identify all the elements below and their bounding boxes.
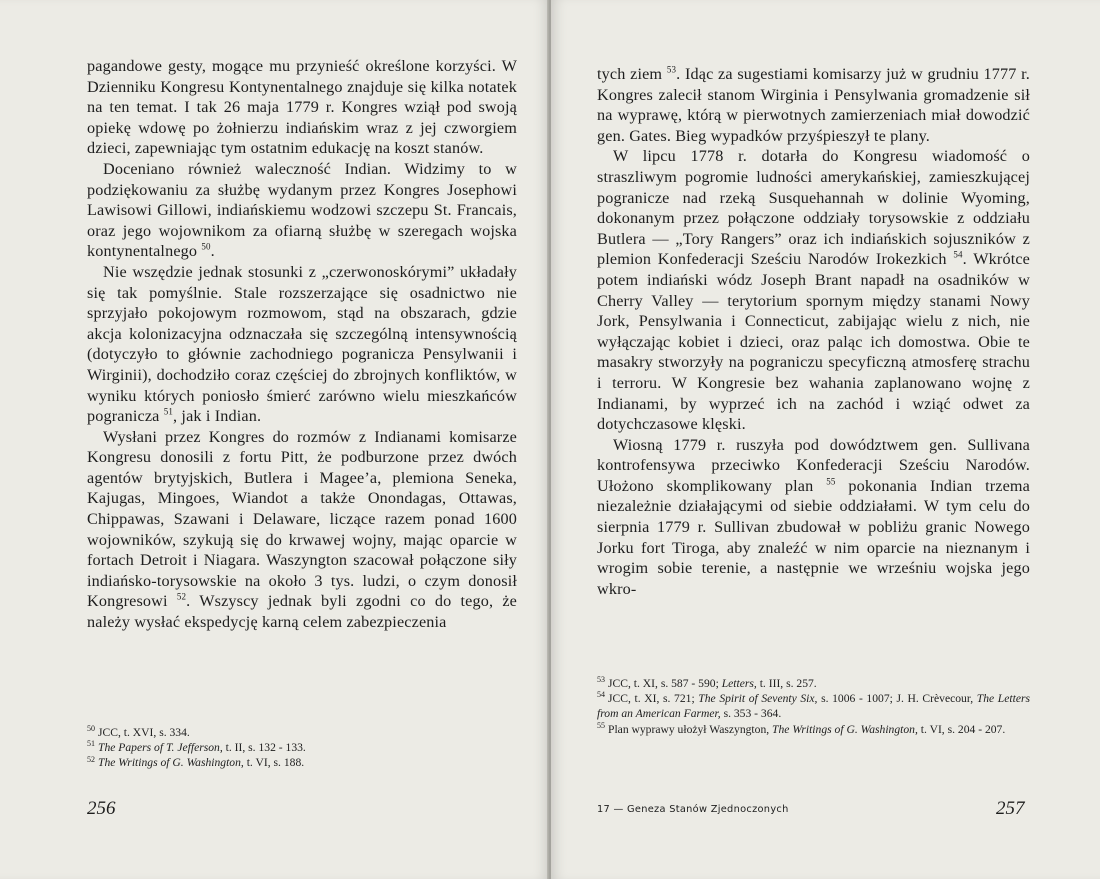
footnote-ref: 51 xyxy=(163,406,174,417)
footnote-ref: 53 xyxy=(666,64,677,75)
paragraph: pagandowe gesty, mogące mu przynieść określone korzyści. W Dzienniku Kongresu Kontynentalnego znajduje się kilka notatek na ten temat. I tak 26 maja 1779 r. Kongres wziął pod swoją opiekę wdowę po żołnierzu indiańskim wraz z jej czworgiem dzieci, zapewniając tym ostatnim edukację na koszt stanów. xyxy=(87,57,517,158)
footnote: $^{52}$ The Writings of G. Washington, t. VI, s. 188. xyxy=(87,754,305,770)
footnote: $^{51}$ The Papers of T. Jefferson, t. II, s. 132 - 133. xyxy=(87,739,306,755)
left-body-text xyxy=(87,56,517,633)
footnote: $^{55}$ Plan wyprawy ułożył Waszyngton, The Writings of G. Washington, t. VI, s. 204 - 207. xyxy=(597,720,1006,736)
footnote-ref: 52 xyxy=(176,592,187,603)
footnote-ref: 54 xyxy=(953,249,963,260)
left-page xyxy=(0,0,549,879)
paragraph: Wysłani przez Kongres do rozmów z Indianami komisarze Kongresu donosili z fortu Pitt, że podburzone przez dwóch agentów brytyjskich, Butlera i Magee’a, plemiona Seneka, Kajugas, Mingoes, Wiandot a także Onondagas, Ottawas, Chippawas, Szawani i Delaware, liczące razem ponad 1600 wojowników, szykują się do krwawej wojny, mając oparcie w fortach Detroit i Niagara. Waszyngton szacował połączone siły indiańsko-torysowskie na około 3 tys. ludzi, o czym donosił Kongresowi $^{52}$. Wszyscy jednak byli zgodni co do tego, że należy wysłać ekspedycję karną celem zabezpieczenia xyxy=(87,427,518,632)
left-footnotes xyxy=(87,725,517,771)
right-footnotes xyxy=(597,676,1030,737)
footnote-ref: 50 xyxy=(201,241,211,252)
right-body-text xyxy=(597,64,1030,599)
right-page xyxy=(551,0,1100,879)
paragraph: Doceniano również waleczność Indian. Widzimy to w podziękowaniu za służbę wydanym przez Kongres Josephowi Lawisowi Gillowi, indiańskiemu wodzowi szczepu St. Francais, oraz jego wojownikom za ofiarną służbę w szeregach wojska kontynentalnego $^{50}$. xyxy=(87,159,517,261)
page-number: 256 xyxy=(87,798,116,819)
paragraph: W lipcu 1778 r. dotarła do Kongresu wiadomość o straszliwym pogromie ludności amerykańskiej, zamieszkującej pogranicze nad rzeką Susquehannah w dolinie Wyoming, dokonanym przez połączone oddziały torysowskie z oddziału Butlera — „Tory Rangers” oraz ich indiańskich sojuszników z plemion Konfederacji Sześciu Narodów Irokezkich $^{54}$. Wkrótce potem indiański wódz Joseph Brant napadł na osadników w Cherry Valley — terytorium spornym między stanami Nowy Jork, Pensylwania i Connecticut, zabijając wielu z nich, nie wyłączając kobiet i dzieci, oraz paląc ich domostwa. Obie te masakry stworzyły na pograniczu specyficzną atmosferę strachu i terroru. W Kongresie bez wahania zaplanowano wojnę z Indianami, by wyprzeć ich na zachód i wziąć odwet za dotychczasowe klęski. xyxy=(597,147,1031,434)
paragraph: Wiosną 1779 r. ruszyła pod dowództwem gen. Sullivana kontrofensywa przeciwko Konfederacji Sześciu Narodów. Ułożono skomplikowany plan $^{55}$ pokonania Indian trzema niezależnie działającymi od siebie oddziałami. W tym celu do sierpnia 1779 r. Sullivan zbudował w pobliżu granic Nowego Jorku fort Tiroga, aby znaleźć w nim oparcie na nieznanym i wrogim sobie terenie, a następnie we wrześniu wojska jego wkro- xyxy=(597,435,1031,598)
printer-signature: 17 — Geneza Stanów Zjednoczonych xyxy=(597,804,789,815)
paragraph: tych ziem $^{53}$. Idąc za sugestiami komisarzy już w grudniu 1777 r. Kongres zalecił stanom Wirginia i Pensylwania gromadzenie sił na wyprawę, którą w pierwotnych zamierzeniach miał dowodzić gen. Gates. Bieg wypadków przyśpieszył te plany. xyxy=(597,64,1030,145)
footnote: $^{54}$ JCC, t. XI, s. 721; The Spirit of Seventy Six, s. 1006 - 1007; J. H. Crèvecour, The Letters from an American Farmer, s. 353 - 364. xyxy=(597,690,1030,721)
page-number: 257 xyxy=(996,798,1025,819)
footnote: $^{53}$ JCC, t. XI, s. 587 - 590; Letters, t. III, s. 257. xyxy=(597,675,817,690)
paragraph: Nie wszędzie jednak stosunki z „czerwonoskórymi” układały się tak pomyślnie. Stale rozszerzające się osadnictwo nie sprzyjało pokojowym rozmowom, stąd na obszarach, gdzie akcja kolonizacyjna odznaczała się szczególną intensywnością (dotyczyło to głównie zachodniego pogranicza Pensylwanii i Wirginii), dochodziło coraz częściej do zbrojnych konfliktów, w wyniku których poniosło śmierć zarówno wielu mieszkańców pogranicza $^{51}$, jak i Indian. xyxy=(87,262,517,426)
footnote-ref: 55 xyxy=(826,476,836,487)
footnote: $^{50}$ JCC, t. XVI, s. 334. xyxy=(87,724,190,739)
